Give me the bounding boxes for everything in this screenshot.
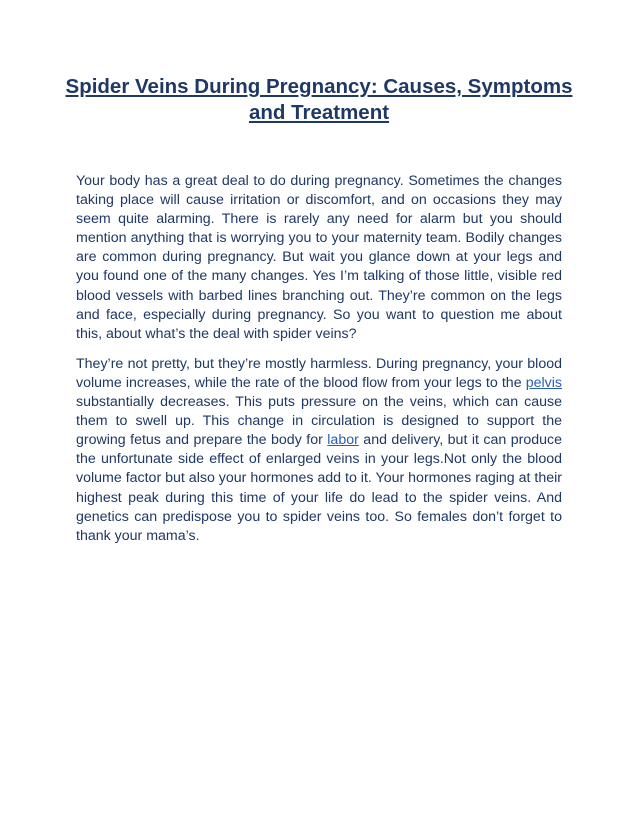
paragraph-causes-text-1: They’re not pretty, but they’re mostly harmless. During pregnancy, your blood volume increases, while the rate of the blood flow from your legs to the	[76, 355, 562, 391]
document-body	[76, 172, 562, 546]
paragraph-causes-text-2: substantially decreases. This puts pressure on the veins, which can cause them to swell up. This change in circulation is designed to support the growing fetus and prepare the body for	[76, 394, 562, 449]
paragraph-intro: Your body has a great deal to do during pregnancy. Sometimes the changes taking place will cause irritation or discomfort, and on occasions they may seem quite alarming. There is rarely any need for alarm but you should mention anything that is worrying you to your maternity team. Bodily changes are common during pregnancy. But wait you glance down at your legs and you found one of the many changes. Yes I’m talking of those little, visible red blood vessels with barbed lines branching out. They’re common on the legs and face, especially during pregnancy. So you want to question me about this, about what’s the deal with spider veins?	[76, 173, 562, 342]
paragraph-causes	[76, 355, 562, 546]
paragraph-causes-text-3: and delivery, but it can produce the unfortunate side effect of enlarged veins in your legs.Not only the blood volume factor but also your hormones add to it. Your hormones raging at their highest peak during this time of your life do lead to the spider veins. And genetics can predispose you to spider veins too. So females don’t forget to thank your mama’s.	[76, 432, 563, 544]
labor-link[interactable]: labor	[327, 432, 359, 449]
document-title: Spider Veins During Pregnancy: Causes, Symptoms and Treatment	[65, 75, 573, 124]
pelvis-link[interactable]: pelvis	[525, 374, 562, 391]
